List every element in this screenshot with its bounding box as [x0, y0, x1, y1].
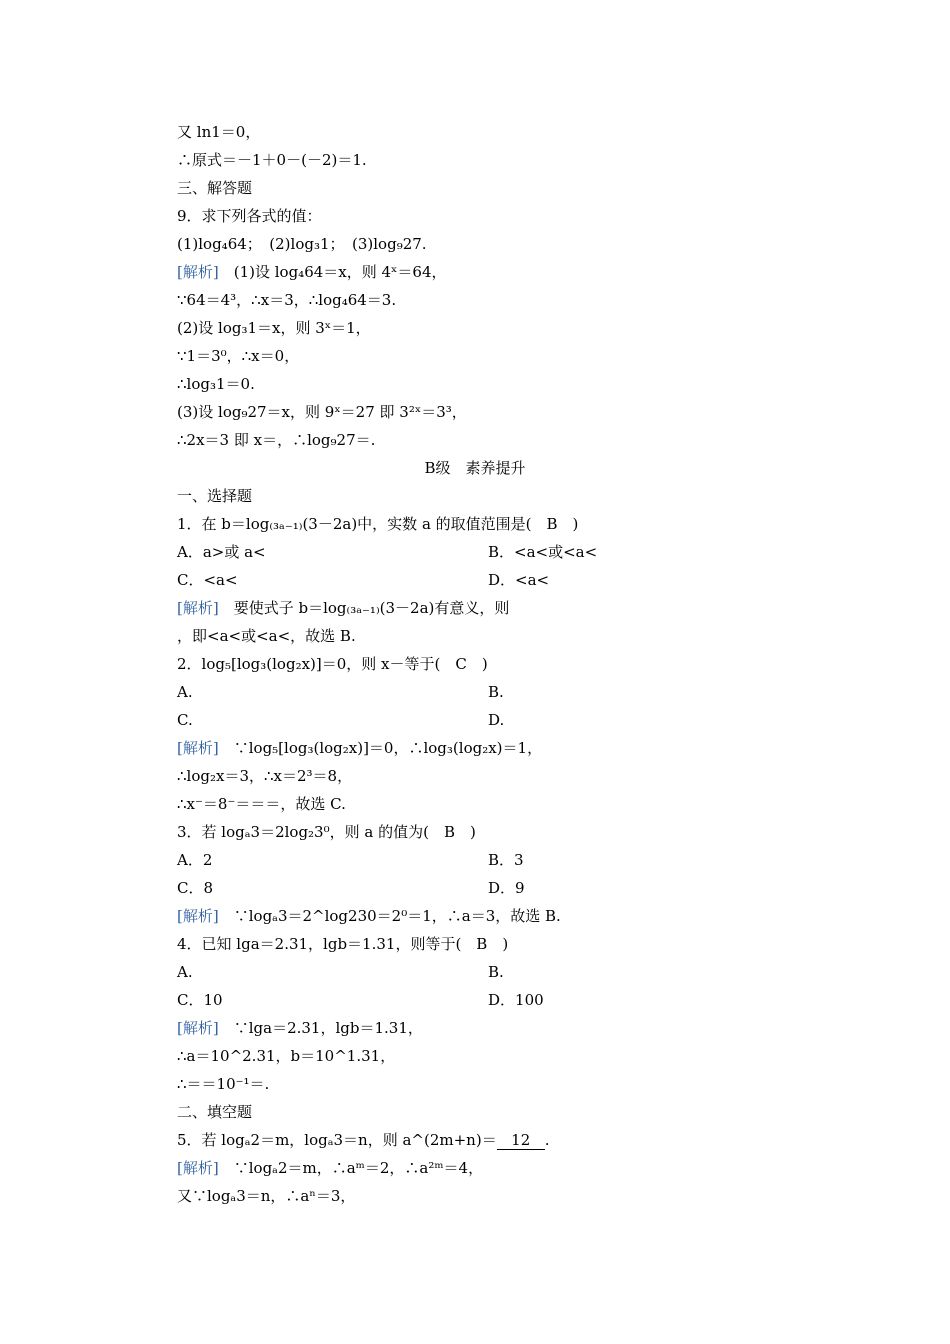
solution-line: (3)设 log₉27＝x，则 9ˣ＝27 即 3²ˣ＝3³， — [177, 403, 467, 421]
level-heading: B级 素养提升 — [424, 459, 526, 477]
question-5-period: . — [544, 1131, 550, 1149]
analysis-tag: [解析] — [177, 1019, 219, 1037]
solution-line: ∴a＝10^2.31，b＝10^1.31， — [177, 1047, 396, 1065]
analysis-tag: [解析] — [177, 263, 219, 281]
option-c: C．8 — [177, 879, 214, 897]
question-3: 3．若 logₐ3＝2log₂3⁰，则 a 的值为( B ) — [177, 823, 476, 841]
solution-line — [177, 598, 509, 618]
option-d: D．9 — [488, 879, 525, 897]
solution-line: (2)设 log₃1＝x，则 3ˣ＝1， — [177, 319, 371, 337]
solution-line — [177, 738, 542, 758]
option-c: C. — [177, 711, 193, 729]
option-b: B. — [488, 683, 504, 701]
solution-line — [177, 1018, 423, 1038]
question-2: 2．log₅[log₃(log₂x)]＝0，则 x－等于( C ) — [177, 655, 488, 673]
solution-line: ∴log₃1＝0. — [177, 375, 255, 393]
section-heading: 二、填空题 — [177, 1103, 253, 1121]
option-b: B．<a<或<a< — [488, 543, 598, 561]
solution-line: ，即<a<或<a<，故选 B. — [177, 627, 356, 645]
question-9-parts: (1)log₄64； (2)log₃1； (3)log₉27. — [177, 235, 427, 253]
option-a: A. — [177, 963, 193, 981]
solution-text: ∵logₐ2＝m，∴aᵐ＝2，∴a²ᵐ＝4， — [233, 1159, 484, 1177]
question-9: 9．求下列各式的值： — [177, 207, 322, 225]
text-line: ∴原式＝－1＋0－(－2)＝1. — [177, 151, 367, 169]
option-d: D. — [488, 711, 505, 729]
solution-line — [177, 906, 561, 926]
option-a: A. — [177, 683, 193, 701]
solution-line: ∴log₂x＝3，∴x＝2³＝8， — [177, 767, 353, 785]
option-b: B. — [488, 963, 504, 981]
solution-text: (1)设 log₄64＝x，则 4ˣ＝64， — [233, 263, 447, 281]
solution-text: ∵logₐ3＝2^log230＝2⁰＝1，∴a＝3，故选 B. — [233, 907, 561, 925]
solution-line: ∴2x＝3 即 x＝，∴log₉27＝. — [177, 431, 376, 449]
analysis-tag: [解析] — [177, 599, 219, 617]
option-c: C．<a< — [177, 571, 238, 589]
question-1: 1．在 b＝log₍₃ₐ₋₁₎(3－2a)中，实数 a 的取值范围是( B ) — [177, 515, 579, 533]
solution-text: ∵lga＝2.31，lgb＝1.31， — [233, 1019, 423, 1037]
solution-line — [177, 1158, 483, 1178]
solution-line: ∵1＝3⁰，∴x＝0， — [177, 347, 300, 365]
question-5-text: 5．若 logₐ2＝m，logₐ3＝n，则 a^(2m+n)＝ — [177, 1131, 497, 1149]
option-c: C．10 — [177, 991, 223, 1009]
answer-blank: 12 — [497, 1132, 545, 1150]
option-d: D．<a< — [488, 571, 550, 589]
option-a: A．a>或 a< — [177, 543, 266, 561]
section-heading: 一、选择题 — [177, 487, 253, 505]
text-line: 又 ln1＝0， — [177, 123, 261, 141]
solution-line: ∴＝＝10⁻¹＝. — [177, 1075, 270, 1093]
solution-text: 要使式子 b＝log₍₃ₐ₋₁₎(3－2a)有意义，则 — [233, 599, 510, 617]
option-d: D．100 — [488, 991, 544, 1009]
solution-line: 又∵logₐ3＝n，∴aⁿ＝3， — [177, 1187, 356, 1205]
option-b: B．3 — [488, 851, 524, 869]
section-heading: 三、解答题 — [177, 179, 253, 197]
solution-line — [177, 262, 447, 282]
option-a: A．2 — [177, 851, 213, 869]
analysis-tag: [解析] — [177, 1159, 219, 1177]
question-5 — [177, 1130, 549, 1150]
question-4: 4．已知 lga＝2.31，lgb＝1.31，则等于( B ) — [177, 935, 509, 953]
solution-line: ∵64＝4³，∴x＝3，∴log₄64＝3. — [177, 291, 397, 309]
analysis-tag: [解析] — [177, 739, 219, 757]
analysis-tag: [解析] — [177, 907, 219, 925]
solution-text: ∵log₅[log₃(log₂x)]＝0，∴log₃(log₂x)＝1， — [233, 739, 543, 757]
solution-line: ∴x⁻＝8⁻＝＝＝，故选 C. — [177, 795, 346, 813]
